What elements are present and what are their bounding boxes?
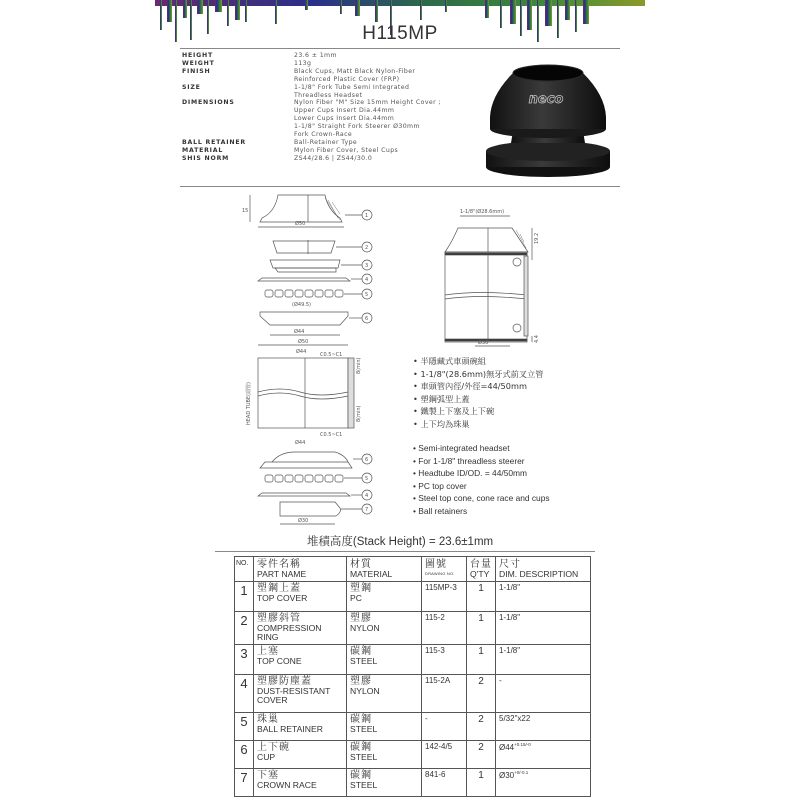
svg-text:Ø44: Ø44 [295, 440, 306, 446]
table-row [235, 712, 591, 740]
cell-material [347, 581, 422, 611]
part-cn: 塑膠斜管 [257, 612, 301, 624]
cell-qty: 1 [467, 768, 496, 796]
svg-text:2: 2 [365, 245, 369, 251]
spec-row-material [182, 147, 482, 155]
part-cn: 上下碗 [257, 741, 290, 753]
svg-text:7: 7 [365, 507, 369, 513]
mat-cn: 碳鋼 [350, 769, 372, 781]
spec-value [294, 68, 482, 84]
feature-item: • Steel top cone, cone race and cups [413, 492, 603, 505]
part-en: TOP COVER [257, 592, 308, 603]
svg-text:8(min): 8(min) [356, 405, 362, 422]
cell-no: 4 [235, 674, 254, 712]
spec-sheet-page [155, 0, 645, 800]
spec-line: Reinforced Plastic Cover (FRP) [294, 75, 400, 83]
cell-dim [496, 768, 591, 796]
spec-line: 1-1/8" Fork Tube Semi Integrated [294, 83, 410, 91]
svg-text:C0.5~C1: C0.5~C1 [320, 432, 343, 438]
cell-drawing: 115-2A [422, 674, 467, 712]
header-cn: 台量 [470, 559, 492, 570]
assembly-section-drawing [420, 200, 560, 350]
svg-text:4: 4 [365, 493, 369, 499]
mat-en: PC [350, 592, 362, 603]
product-title: H115MP [362, 23, 438, 44]
spec-line: 23.6 ± 1mm [294, 52, 337, 59]
spec-key: BALL RETAINER [182, 138, 246, 146]
spec-line: 1-1/8" Straight Fork Steerer Ø30mm [294, 123, 420, 131]
svg-text:Ø50: Ø50 [295, 221, 306, 227]
spec-row-dimensions [182, 99, 482, 139]
feature-item: • 1-1/8"(28.6mm)無牙式前叉立管 [413, 368, 603, 381]
headset-photo [473, 55, 623, 185]
cell-no: 6 [235, 740, 254, 768]
mat-cn: 塑膠 [350, 675, 372, 687]
spec-row-finish [182, 68, 482, 84]
mat-en: STEEL [350, 655, 378, 666]
mat-cn: 碳鋼 [350, 741, 372, 753]
spec-key: SHIS NORM [182, 154, 230, 162]
cell-part [254, 740, 347, 768]
part-cn: 上塞 [257, 645, 279, 657]
spec-key: HEIGHT [182, 52, 213, 59]
cell-drawing: 115-3 [422, 644, 467, 674]
spec-line: Nylon Fiber "M" Size 15mm Height Cover ; [294, 99, 441, 107]
dim-value: 1-1/8" [499, 582, 521, 592]
spec-line: Lower Cups Insert Dia.44mm [294, 115, 395, 123]
col-dim [496, 557, 591, 582]
spec-line: Fork Crown-Race [294, 131, 353, 139]
table-row [235, 611, 591, 644]
cell-qty: 2 [467, 740, 496, 768]
svg-text:5: 5 [365, 292, 369, 298]
mat-en: STEEL [350, 751, 378, 762]
table-row [235, 768, 591, 796]
col-material [347, 557, 422, 582]
dim-value: 1-1/8" [499, 645, 521, 655]
svg-text:19.2: 19.2 [534, 232, 540, 244]
spec-row-height [182, 52, 482, 60]
spec-value [294, 52, 482, 60]
svg-text:4: 4 [365, 277, 369, 283]
dim-value: Ø30 [499, 770, 515, 780]
dim-value: - [499, 675, 502, 685]
part-cn: 珠巢 [257, 713, 279, 725]
cell-part [254, 674, 347, 712]
header-cn: 零件名稱 [257, 559, 301, 570]
cell-qty: 1 [467, 581, 496, 611]
svg-text:1-1/8"(Ø28.6mm): 1-1/8"(Ø28.6mm) [460, 209, 505, 215]
feature-item: • 塑鋼弧型上蓋 [413, 393, 603, 406]
svg-text:4.4: 4.4 [534, 335, 540, 343]
svg-text:Ø50: Ø50 [298, 339, 309, 345]
svg-text:C0.5~C1: C0.5~C1 [320, 352, 343, 358]
cell-qty: 1 [467, 611, 496, 644]
spec-line: Ball-Retainer Type [294, 138, 358, 146]
part-cn: 塑鋼上蓋 [257, 582, 301, 594]
svg-text:15: 15 [242, 208, 249, 214]
spec-line: Upper Cups Insert Dia.44mm [294, 107, 395, 115]
mat-en: STEEL [350, 779, 378, 790]
divider-top [180, 48, 620, 49]
mat-en: NYLON [350, 685, 380, 696]
cell-material [347, 768, 422, 796]
spec-key: FINISH [182, 67, 211, 75]
cell-no: 2 [235, 611, 254, 644]
spec-line: Mylon Fiber Cover, Steel Cups [294, 146, 399, 154]
dim-value: 1-1/8" [499, 612, 521, 622]
cell-drawing: - [422, 712, 467, 740]
cell-drawing: 115-2 [422, 611, 467, 644]
cell-material [347, 712, 422, 740]
svg-text:Ø44: Ø44 [294, 329, 305, 335]
svg-text:1: 1 [365, 213, 369, 219]
spec-value [294, 60, 482, 68]
part-en: COMPRESSION RING [257, 622, 322, 642]
svg-text:8(min): 8(min) [356, 357, 362, 374]
stack-height-label: 堆積高度(Stack Height) = 23.6±1mm [306, 536, 494, 548]
svg-text:5: 5 [365, 476, 369, 482]
cell-part [254, 581, 347, 611]
cell-no: 3 [235, 644, 254, 674]
mat-en: STEEL [350, 723, 378, 734]
svg-text:Ø30: Ø30 [298, 518, 309, 524]
spec-value [294, 147, 482, 155]
table-header-row [235, 557, 591, 582]
header-en: PART NAME [257, 569, 307, 579]
dim-tolerance: +0.15/-0 [514, 741, 531, 747]
cell-drawing: 142-4/5 [422, 740, 467, 768]
feature-item: • PC top cover [413, 480, 603, 493]
parts-table [234, 556, 591, 797]
table-row [235, 581, 591, 611]
divider-table [215, 551, 595, 552]
spec-row-shis-norm [182, 155, 482, 163]
cell-qty: 2 [467, 674, 496, 712]
dim-tolerance: +0/-0.1 [514, 769, 529, 775]
col-no: NO. [235, 557, 254, 582]
mat-cn: 碳鋼 [350, 645, 372, 657]
table-row [235, 740, 591, 768]
part-en: BALL RETAINER [257, 723, 323, 734]
dim-value: 5/32"x22 [499, 713, 531, 723]
exploded-parts-drawing [240, 190, 390, 530]
spec-value [294, 139, 482, 147]
cell-no: 7 [235, 768, 254, 796]
cell-no: 5 [235, 712, 254, 740]
header-cn: 材質 [350, 559, 372, 570]
feature-list-chinese [413, 355, 603, 430]
cell-dim [496, 674, 591, 712]
cell-material [347, 611, 422, 644]
spec-row-weight [182, 60, 482, 68]
header-en: Q'TY [470, 569, 490, 579]
spec-line: 113g [294, 59, 312, 67]
cell-dim [496, 611, 591, 644]
svg-text:6: 6 [365, 316, 369, 322]
feature-item: • 上下均為珠巢 [413, 418, 603, 431]
spec-key: WEIGHT [182, 59, 215, 67]
cell-part [254, 611, 347, 644]
col-part-name [254, 557, 347, 582]
spec-row-size [182, 84, 482, 100]
cell-drawing: 115MP-3 [422, 581, 467, 611]
spec-key: SIZE [182, 83, 201, 91]
feature-item: • 鐵製上下塞及上下碗 [413, 405, 603, 418]
part-en: TOP CONE [257, 655, 302, 666]
header-cn: 圖號 [425, 559, 447, 570]
part-en: CROWN RACE [257, 779, 317, 790]
neco-logo: neco [528, 92, 564, 107]
spec-line: ZS44/28.6 | ZS44/30.0 [294, 154, 373, 162]
cell-dim [496, 644, 591, 674]
spec-value [294, 84, 482, 100]
svg-text:HEAD TUBE(頭管): HEAD TUBE(頭管) [246, 382, 252, 425]
mat-cn: 碳鋼 [350, 713, 372, 725]
spec-list [182, 52, 482, 163]
spec-line: Black Cups, Matt Black Nylon-Fiber [294, 67, 416, 75]
spec-value [294, 99, 482, 139]
cell-no: 1 [235, 581, 254, 611]
header-en: MATERIAL [350, 569, 393, 579]
mat-cn: 塑鋼 [350, 582, 372, 594]
cell-drawing: 841-6 [422, 768, 467, 796]
cell-part [254, 712, 347, 740]
part-cn: 塑膠防塵蓋 [257, 675, 312, 687]
feature-item: • Semi-integrated headset [413, 442, 603, 455]
svg-text:(Ø49.5): (Ø49.5) [292, 302, 311, 308]
cell-material [347, 740, 422, 768]
col-drawing-no [422, 557, 467, 582]
dim-value: Ø44 [499, 742, 515, 752]
feature-list-english [413, 442, 603, 518]
table-row [235, 674, 591, 712]
spec-key: MATERIAL [182, 146, 224, 154]
cell-part [254, 768, 347, 796]
cell-material [347, 674, 422, 712]
spec-line: Threadless Headset [294, 91, 363, 99]
header-en: DRAWING NO. [425, 571, 455, 576]
cell-qty: 1 [467, 644, 496, 674]
feature-item: • Ball retainers [413, 505, 603, 518]
cell-dim [496, 712, 591, 740]
svg-text:Ø44: Ø44 [296, 349, 307, 355]
feature-item: • Headtube ID/OD. = 44/50mm [413, 467, 603, 480]
col-qty [467, 557, 496, 582]
feature-item: • 半隱藏式車頭碗組 [413, 355, 603, 368]
svg-text:6: 6 [365, 457, 369, 463]
mat-en: NYLON [350, 622, 380, 633]
cell-dim [496, 581, 591, 611]
divider-specs [180, 186, 620, 187]
cell-material [347, 644, 422, 674]
part-cn: 下塞 [257, 769, 279, 781]
svg-text:Ø30: Ø30 [478, 340, 489, 346]
spec-key: DIMENSIONS [182, 99, 235, 107]
cell-qty: 2 [467, 712, 496, 740]
header-cn: 尺寸 [499, 559, 521, 570]
part-en: DUST-RESISTANT COVER [257, 685, 331, 705]
cell-dim [496, 740, 591, 768]
table-row [235, 644, 591, 674]
svg-text:3: 3 [365, 263, 369, 269]
spec-row-ball-retainer [182, 139, 482, 147]
feature-item: • 車頭管內徑/外徑=44/50mm [413, 380, 603, 393]
header-en: DIM. DESCRIPTION [499, 569, 579, 579]
cell-part [254, 644, 347, 674]
mat-cn: 塑膠 [350, 612, 372, 624]
feature-item: • For 1-1/8" threadless steerer [413, 455, 603, 468]
spec-value [294, 155, 482, 163]
part-en: CUP [257, 751, 276, 762]
